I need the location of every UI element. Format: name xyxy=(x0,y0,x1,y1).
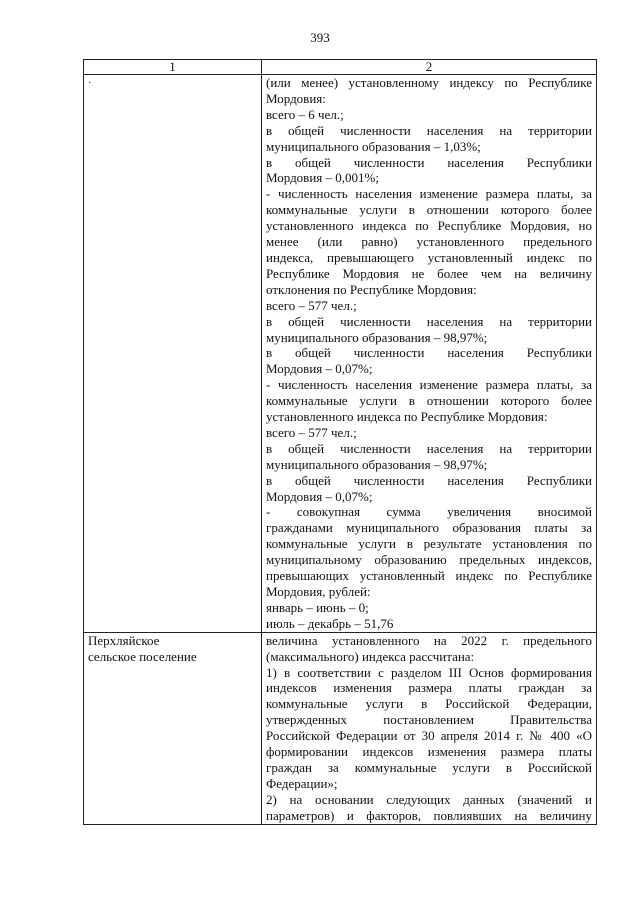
municipality-name-line: сельское поселение xyxy=(88,648,197,664)
header-cell-1: 1 xyxy=(84,60,262,75)
text-line: Мордовия, рублей: xyxy=(266,584,371,599)
text-line: муниципального образования – 98,97%; xyxy=(266,456,488,472)
text-line: индекса, превышающего установленный индекс по xyxy=(266,249,592,265)
page-number: 393 xyxy=(310,30,330,45)
text-line: Мордовия – 0,07%; xyxy=(266,361,373,377)
text-line: Мордовия: xyxy=(266,90,326,106)
text-line: 2) на основании следующих данных (значений и xyxy=(266,791,592,807)
table-header-row xyxy=(84,60,597,75)
text-line: муниципального образования – 1,03%; xyxy=(266,138,481,154)
text-line: - численность населения изменение размера платы, за xyxy=(266,186,592,202)
text-line: гражданами муниципального образования платы за xyxy=(266,520,592,536)
row1-col1-mark: · xyxy=(88,78,92,89)
text-line: формировании индексов изменения размера платы xyxy=(266,744,592,760)
text-line: всего – 577 чел.; xyxy=(266,424,357,440)
header-cell-2: 2 xyxy=(262,60,597,75)
row2-col2 xyxy=(262,632,597,824)
text-line: (максимального) индекса рассчитана: xyxy=(266,648,475,664)
row1-col2 xyxy=(262,75,597,633)
text-line: отклонения по Республике Мордовия: xyxy=(266,281,477,297)
text-line: муниципального образования – 98,97%; xyxy=(266,329,488,345)
table-row xyxy=(84,75,597,633)
row1-col1 xyxy=(84,75,262,633)
text-line: всего – 577 чел.; xyxy=(266,297,357,313)
text-line: параметров) и факторов, повлиявших на величину xyxy=(266,807,592,823)
text-line: индексов изменения размера платы граждан за xyxy=(266,680,592,696)
text-line: Российской Федерации от 30 апреля 2014 г. № 400 «О xyxy=(266,728,592,744)
text-line: всего – 6 чел.; xyxy=(266,106,344,122)
text-line: менее (или равно) установленного предельного xyxy=(266,234,592,250)
table-row xyxy=(84,632,597,824)
row2-col1 xyxy=(84,632,262,824)
content-table xyxy=(83,59,597,825)
text-line: в общей численности населения на территории xyxy=(266,122,592,138)
text-line: утвержденных постановлением Правительства xyxy=(266,712,592,728)
text-line: установленного индекса по Республике Мордовия, но xyxy=(266,218,592,234)
text-line: муниципальному образованию предельных индексов, xyxy=(266,552,592,568)
text-line: величина установленного на 2022 г. предельного xyxy=(266,632,592,648)
text-line: в общей численности населения Республики xyxy=(266,154,592,170)
text-line: Мордовия – 0,07%; xyxy=(266,488,373,504)
text-line: 1) в соответствии с разделом III Основ формирования xyxy=(266,664,592,680)
text-line: - совокупная сумма увеличения вносимой xyxy=(266,504,592,520)
text-line: Республике Мордовия не более чем на величину xyxy=(266,265,592,281)
text-line: в общей численности населения на территории xyxy=(266,440,592,456)
text-line: (или менее) установленному индексу по Республике xyxy=(266,75,592,90)
text-line: в общей численности населения Республики xyxy=(266,345,592,361)
text-line: Мордовия – 0,001%; xyxy=(266,170,379,186)
text-line: граждан за коммунальные услуги в Российской xyxy=(266,759,592,775)
text-line: превышающих установленный индекс по Республике xyxy=(266,568,592,584)
text-line: январь – июнь – 0; xyxy=(266,599,369,615)
text-line: коммунальные услуги в отношении которого более xyxy=(266,202,592,218)
text-line: коммунальные услуги в Российской Федерации, xyxy=(266,696,592,712)
text-line: в общей численности населения Республики xyxy=(266,472,592,488)
municipality-name-line: Перхляйское xyxy=(88,632,160,648)
text-line: - численность населения изменение размера платы, за xyxy=(266,377,592,393)
text-line: установленного индекса по Республике Мордовия: xyxy=(266,409,548,425)
text-line: в общей численности населения на территории xyxy=(266,313,592,329)
text-line: коммунальные услуги в отношении которого более xyxy=(266,393,592,409)
text-line: Федерации»; xyxy=(266,775,338,791)
text-line: коммунальные услуги в результате установления по xyxy=(266,536,592,552)
text-line: июль – декабрь – 51,76 xyxy=(266,615,394,631)
